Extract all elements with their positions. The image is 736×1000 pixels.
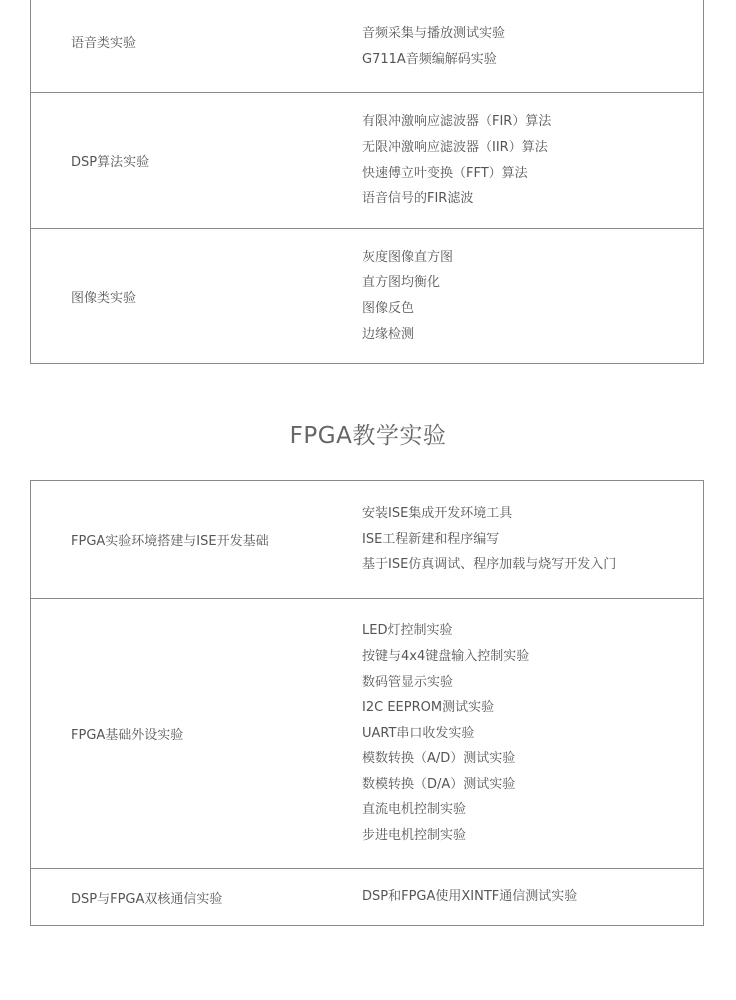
dsp-experiment-table — [30, 0, 704, 364]
list-item: 边缘检测 — [362, 326, 415, 342]
list-item: 无限冲激响应滤波器（IIR）算法 — [362, 139, 548, 155]
table-row — [31, 481, 703, 598]
list-item: 音频采集与播放测试实验 — [362, 25, 506, 41]
list-item: UART串口收发实验 — [362, 725, 475, 741]
list-item: 数模转换（D/A）测试实验 — [362, 776, 516, 792]
experiment-list — [361, 618, 703, 848]
category-cell: 图像类实验 — [71, 290, 137, 306]
list-item: 步进电机控制实验 — [362, 828, 467, 844]
list-item: 语音信号的FIR滤波 — [362, 191, 474, 207]
list-item: 模数转换（A/D）测试实验 — [362, 751, 516, 767]
fpga-experiment-table — [30, 480, 704, 926]
list-item: 数码管显示实验 — [362, 674, 454, 690]
list-item: 图像反色 — [362, 301, 415, 316]
list-item: 直方图均衡化 — [362, 275, 441, 291]
experiment-list — [361, 11, 703, 72]
table-row — [31, 868, 703, 925]
list-item: I2C EEPROM测试实验 — [362, 700, 495, 716]
list-item: LED灯控制实验 — [362, 623, 453, 639]
experiment-list — [361, 501, 703, 578]
experiment-list — [361, 884, 703, 910]
list-item: 安装ISE集成开发环境工具 — [362, 506, 513, 522]
table-row — [31, 92, 703, 228]
section-title: FPGA教学实验 — [289, 423, 447, 449]
category-cell: DSP与FPGA双核通信实验 — [71, 891, 223, 907]
list-item: 灰度图像直方图 — [362, 249, 454, 265]
category-cell: 语音类实验 — [71, 36, 137, 51]
list-item: 按键与4x4键盘输入控制实验 — [362, 648, 530, 664]
list-item: 快速傅立叶变换（FFT）算法 — [362, 165, 528, 181]
category-cell: DSP算法实验 — [71, 155, 150, 170]
list-item: 直流电机控制实验 — [362, 802, 467, 818]
table-row — [31, 598, 703, 868]
list-item: G711A音频编解码实验 — [362, 51, 497, 67]
experiment-list — [361, 109, 703, 211]
table-row — [31, 228, 703, 363]
table-row — [31, 0, 703, 92]
experiment-list — [361, 245, 703, 347]
category-cell: FPGA实验环境搭建与ISE开发基础 — [71, 534, 269, 549]
list-item: 基于ISE仿真调试、程序加载与烧写开发入门 — [362, 557, 617, 573]
list-item: 有限冲激响应滤波器（FIR）算法 — [362, 114, 552, 130]
list-item: DSP和FPGA使用XINTF通信测试实验 — [362, 889, 578, 905]
category-cell: FPGA基础外设实验 — [71, 728, 184, 743]
list-item: ISE工程新建和程序编写 — [362, 531, 500, 547]
